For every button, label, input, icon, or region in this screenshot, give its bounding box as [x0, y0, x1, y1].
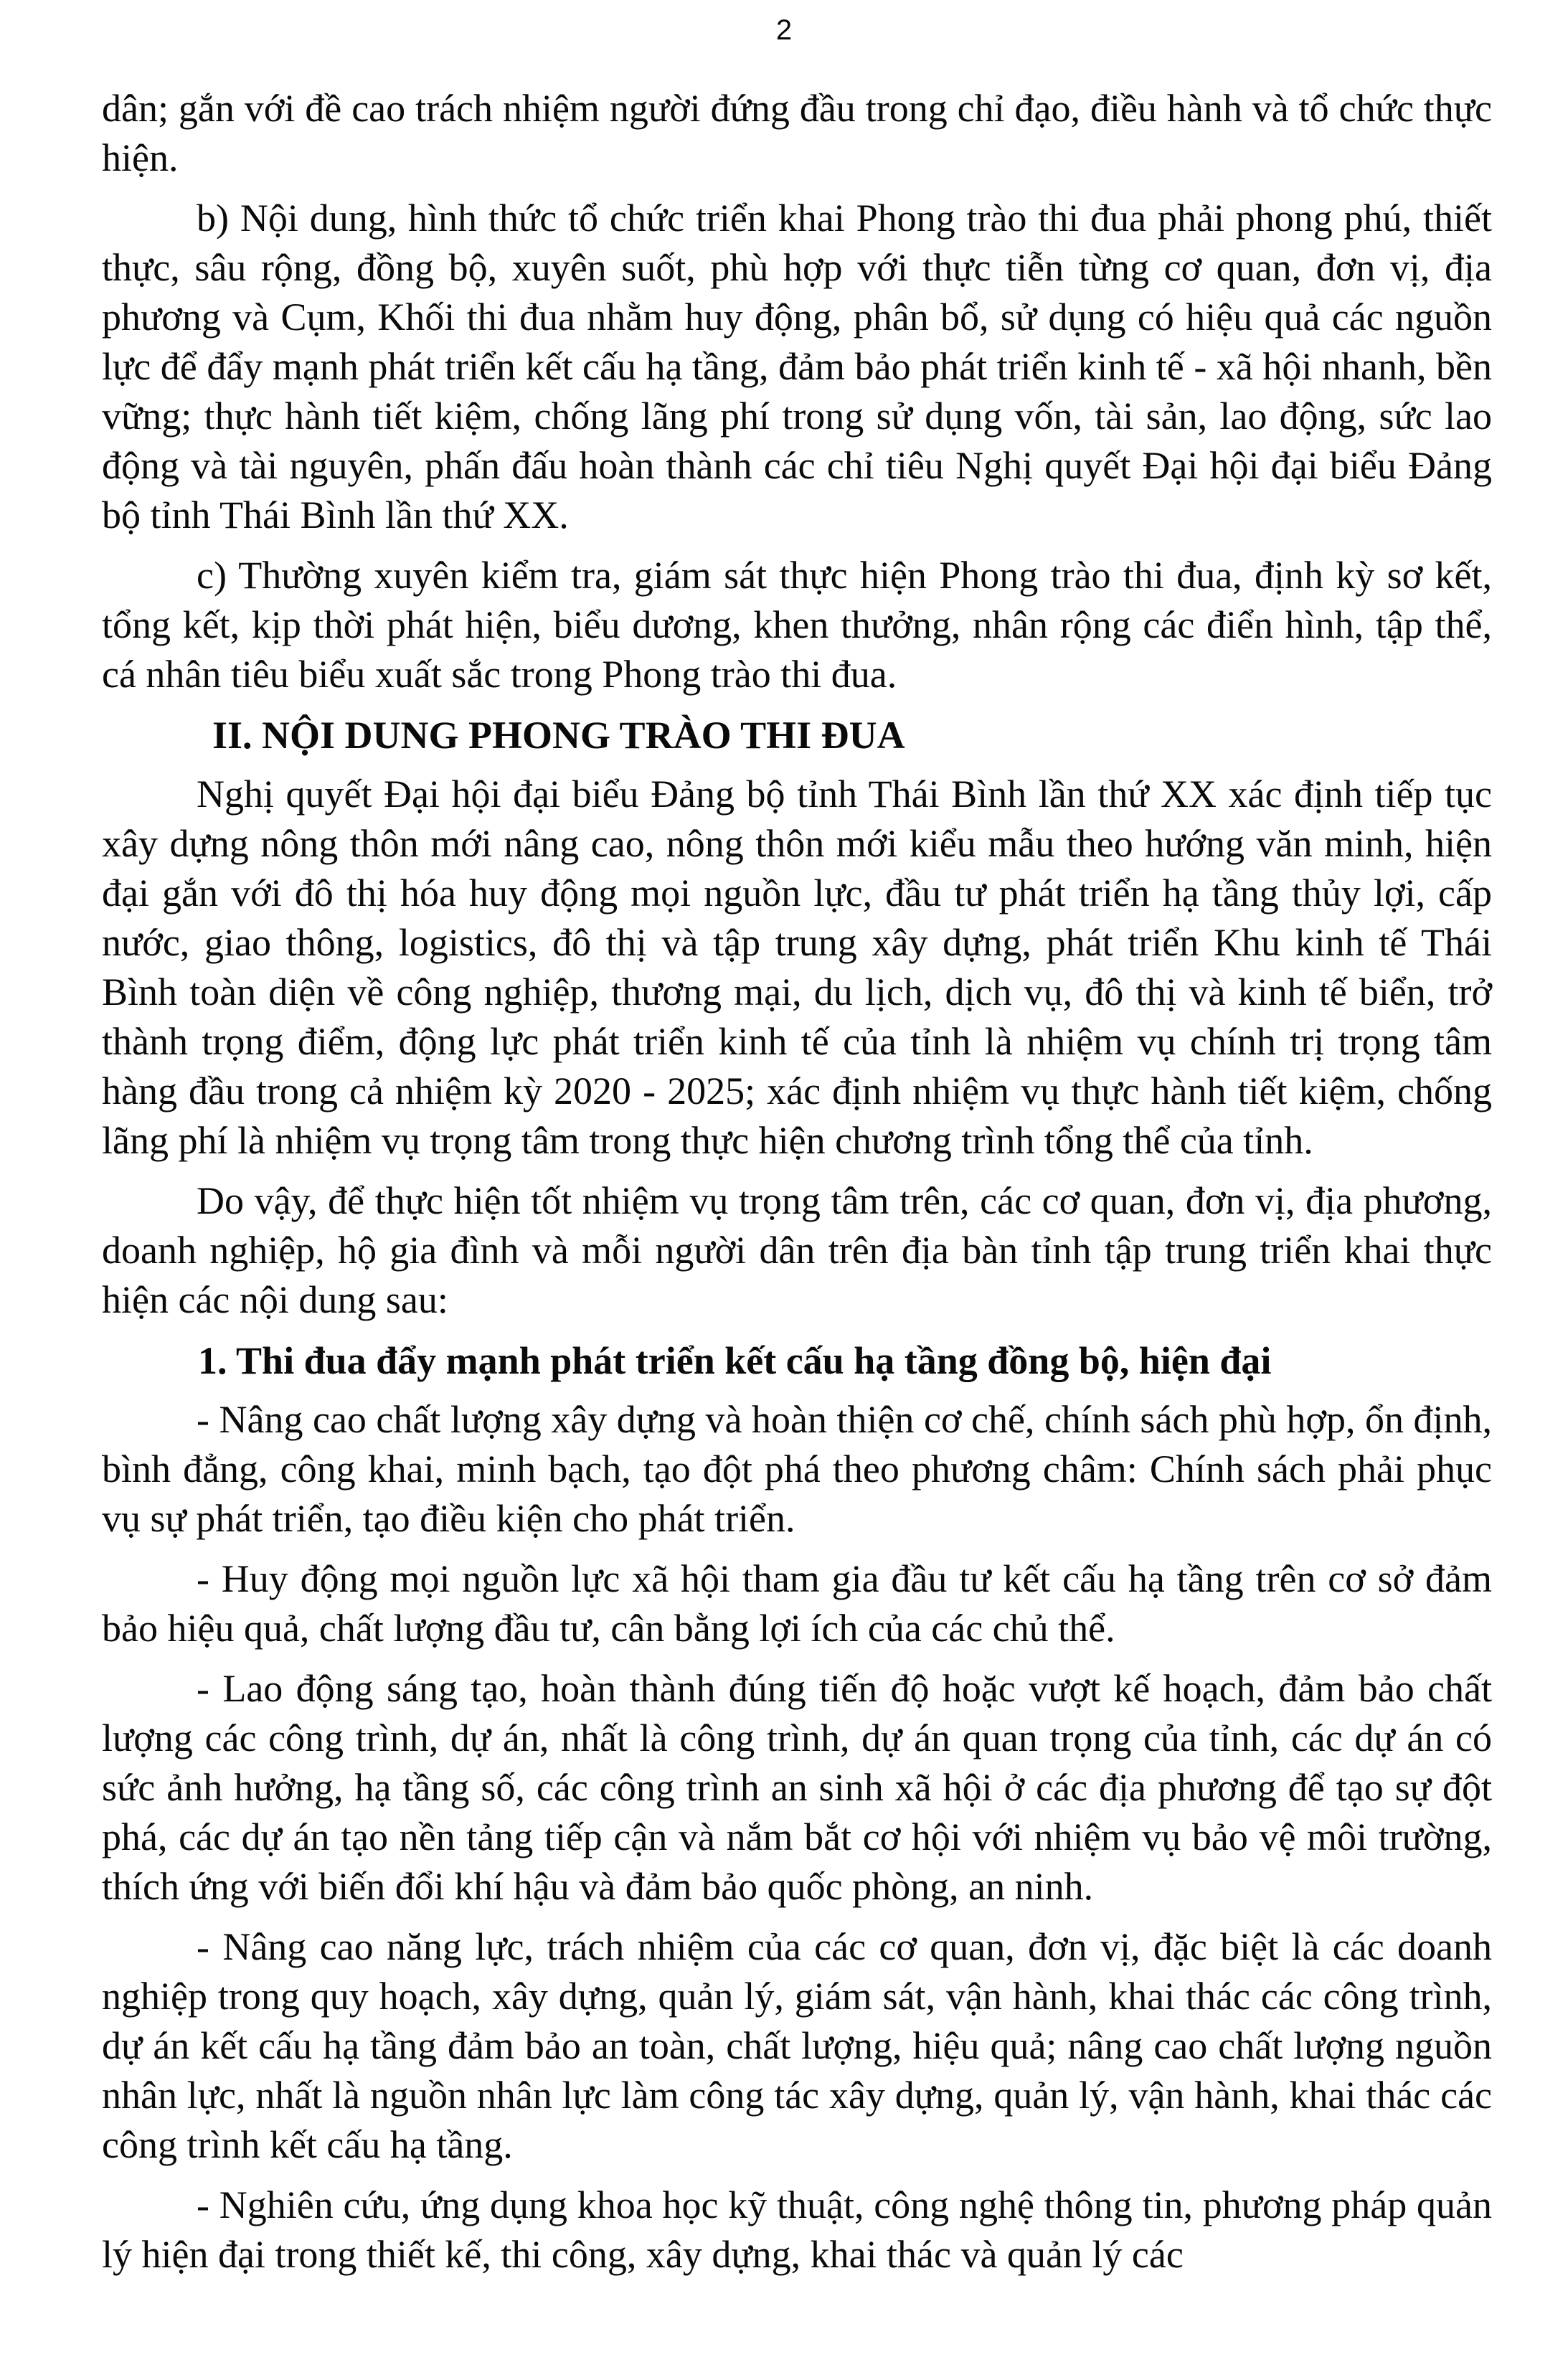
paragraph-therefore: Do vậy, để thực hiện tốt nhiệm vụ trọng tâm trên, các cơ quan, đơn vị, địa phương, doanh nghiệp, hộ gia đình và mỗi người dân trên địa bàn tỉnh tập trung triển khai thực hiện các nội dung sau: — [102, 1179, 1492, 1321]
paragraph-item-b: b) Nội dung, hình thức tổ chức triển khai Phong trào thi đua phải phong phú, thiết thực, sâu rộng, đồng bộ, xuyên suốt, phù hợp với thực tiễn từng cơ quan, đơn vị, địa phương và Cụm, Khối thi đua nhằm huy động, phân bổ, sử dụng có hiệu quả các nguồn lực để đẩy mạnh phát triển kết cấu hạ tầng, đảm bảo phát triển kinh tế - xã hội nhanh, bền vững; thực hành tiết kiệm, chống lãng phí trong sử dụng vốn, tài sản, lao động, sức lao động và tài nguyên, phấn đấu hoàn thành các chỉ tiêu Nghị quyết Đại hội đại biểu Đảng bộ tỉnh Thái Bình lần thứ XX. — [102, 197, 1492, 537]
section-heading: II. NỘI DUNG PHONG TRÀO THI ĐUA — [212, 714, 905, 757]
bullet-paragraph: - Lao động sáng tạo, hoàn thành đúng tiến độ hoặc vượt kế hoạch, đảm bảo chất lượng các công trình, dự án, nhất là công trình, dự án quan trọng của tỉnh, các dự án có sức ảnh hưởng, hạ tầng số, các công trình an sinh xã hội ở các địa phương để tạo sự đột phá, các dự án tạo nền tảng tiếp cận và nắm bắt cơ hội với nhiệm vụ bảo vệ môi trường, thích ứng với biến đổi khí hậu và đảm bảo quốc phòng, an ninh. — [102, 1667, 1492, 1908]
page-number: 2 — [775, 14, 793, 46]
subsection-heading: 1. Thi đua đẩy mạnh phát triển kết cấu hạ tầng đồng bộ, hiện đại — [198, 1339, 1272, 1382]
paragraph-continuation: dân; gắn với đề cao trách nhiệm người đứng đầu trong chỉ đạo, điều hành và tổ chức thực hiện. — [102, 87, 1492, 179]
bullet-paragraph: - Nâng cao năng lực, trách nhiệm của các cơ quan, đơn vị, đặc biệt là các doanh nghiệp trong quy hoạch, xây dựng, quản lý, giám sát, vận hành, khai thác các công trình, dự án kết cấu hạ tầng đảm bảo an toàn, chất lượng, hiệu quả; nâng cao chất lượng nguồn nhân lực, nhất là nguồn nhân lực làm công tác xây dựng, quản lý, vận hành, khai thác các công trình kết cấu hạ tầng. — [102, 1925, 1492, 2166]
bullet-paragraph: - Nghiên cứu, ứng dụng khoa học kỹ thuật, công nghệ thông tin, phương pháp quản lý hiện đại trong thiết kế, thi công, xây dựng, khai thác và quản lý các — [102, 2183, 1492, 2276]
bullet-paragraph: - Nâng cao chất lượng xây dựng và hoàn thiện cơ chế, chính sách phù hợp, ổn định, bình đẳng, công khai, minh bạch, tạo đột phá theo phương châm: Chính sách phải phục vụ sự phát triển, tạo điều kiện cho phát triển. — [102, 1398, 1492, 1540]
bullet-paragraph: - Huy động mọi nguồn lực xã hội tham gia đầu tư kết cấu hạ tầng trên cơ sở đảm bảo hiệu quả, chất lượng đầu tư, cân bằng lợi ích của các chủ thể. — [102, 1557, 1492, 1650]
paragraph-item-c: c) Thường xuyên kiểm tra, giám sát thực hiện Phong trào thi đua, định kỳ sơ kết, tổng kết, kịp thời phát hiện, biểu dương, khen thưởng, nhân rộng các điển hình, tập thể, cá nhân tiêu biểu xuất sắc trong Phong trào thi đua. — [102, 554, 1492, 696]
document-body — [102, 84, 1492, 2290]
paragraph-resolution: Nghị quyết Đại hội đại biểu Đảng bộ tỉnh Thái Bình lần thứ XX xác định tiếp tục xây dựng nông thôn mới nâng cao, nông thôn mới kiểu mẫu theo hướng văn minh, hiện đại gắn với đô thị hóa huy động mọi nguồn lực, đầu tư phát triển hạ tầng thủy lợi, cấp nước, giao thông, logistics, đô thị và tập trung xây dựng, phát triển Khu kinh tế Thái Bình toàn diện về công nghiệp, thương mại, du lịch, dịch vụ, đô thị và kinh tế biển, trở thành trọng điểm, động lực phát triển kinh tế của tỉnh là nhiệm vụ chính trị trọng tâm hàng đầu trong cả nhiệm kỳ 2020 - 2025; xác định nhiệm vụ thực hành tiết kiệm, chống lãng phí là nhiệm vụ trọng tâm trong thực hiện chương trình tổng thể của tỉnh. — [102, 773, 1492, 1162]
